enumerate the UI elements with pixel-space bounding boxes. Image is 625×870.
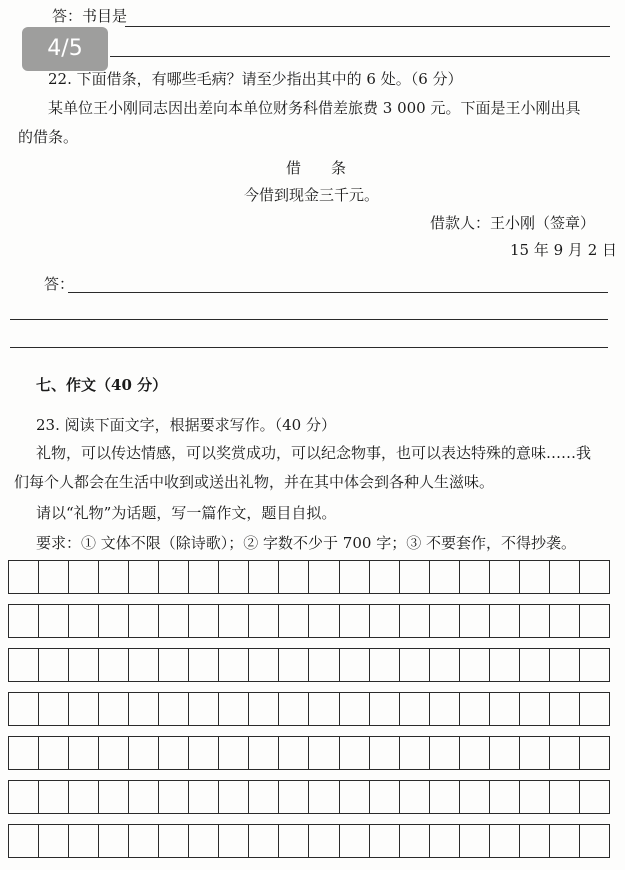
q23-heading: 23. 阅读下面文字，根据要求写作。（40 分） <box>36 416 336 434</box>
grid-cell <box>490 737 520 769</box>
q22-answer-line-1 <box>68 292 608 293</box>
grid-cell <box>490 605 520 637</box>
grid-cell <box>249 781 279 813</box>
grid-cell <box>460 693 490 725</box>
grid-cell <box>490 561 520 593</box>
grid-cell <box>9 693 39 725</box>
grid-cell <box>400 781 430 813</box>
grid-cell <box>520 693 550 725</box>
grid-cell <box>550 649 580 681</box>
grid-cell <box>39 825 69 857</box>
grid-cell <box>520 781 550 813</box>
grid-cell <box>9 781 39 813</box>
grid-cell <box>340 737 370 769</box>
iou-signer: 借款人：王小刚（签章） <box>430 214 596 232</box>
grid-cell <box>430 649 460 681</box>
grid-row <box>8 692 610 726</box>
q23-requirements: 要求：① 文体不限（除诗歌）；② 字数不少于 700 字；③ 不要套作，不得抄袭。 <box>36 534 576 552</box>
grid-cell <box>370 605 400 637</box>
grid-cell <box>69 693 99 725</box>
grid-cell <box>279 737 309 769</box>
grid-row <box>8 648 610 682</box>
q22-answer-line-2 <box>10 319 608 320</box>
grid-cell <box>99 825 129 857</box>
grid-cell <box>249 605 279 637</box>
grid-cell <box>129 781 159 813</box>
grid-cell <box>400 649 430 681</box>
grid-cell <box>249 693 279 725</box>
grid-cell <box>460 561 490 593</box>
grid-cell <box>460 825 490 857</box>
q22-answer-line-3 <box>10 347 608 348</box>
grid-cell <box>9 561 39 593</box>
grid-cell <box>249 561 279 593</box>
top-answer-label: 答：书目是 <box>52 7 128 25</box>
page-indicator-badge[interactable]: 4/5 <box>22 27 108 71</box>
grid-cell <box>39 781 69 813</box>
grid-cell <box>39 561 69 593</box>
grid-cell <box>309 825 339 857</box>
grid-cell <box>490 781 520 813</box>
grid-cell <box>69 781 99 813</box>
grid-cell <box>39 605 69 637</box>
grid-cell <box>69 561 99 593</box>
grid-cell <box>309 781 339 813</box>
grid-cell <box>219 561 249 593</box>
grid-cell <box>159 649 189 681</box>
q22-heading: 22. 下面借条，有哪些毛病？请至少指出其中的 6 处。（6 分） <box>48 70 463 88</box>
grid-cell <box>550 737 580 769</box>
grid-cell <box>309 737 339 769</box>
grid-cell <box>550 605 580 637</box>
grid-cell <box>9 649 39 681</box>
grid-cell <box>219 781 249 813</box>
grid-cell <box>99 737 129 769</box>
grid-cell <box>490 825 520 857</box>
q23-para1-line2: 们每个人都会在生活中收到或送出礼物，并在其中体会到各种人生滋味。 <box>14 473 495 491</box>
grid-cell <box>340 605 370 637</box>
grid-cell <box>340 561 370 593</box>
grid-cell <box>400 737 430 769</box>
grid-cell <box>129 693 159 725</box>
grid-cell <box>129 737 159 769</box>
grid-cell <box>159 605 189 637</box>
grid-cell <box>400 561 430 593</box>
grid-cell <box>39 737 69 769</box>
grid-cell <box>99 781 129 813</box>
grid-cell <box>249 649 279 681</box>
grid-cell <box>430 737 460 769</box>
grid-cell <box>279 649 309 681</box>
grid-cell <box>129 605 159 637</box>
grid-cell <box>219 693 249 725</box>
grid-cell <box>460 649 490 681</box>
grid-cell <box>99 693 129 725</box>
grid-cell <box>400 693 430 725</box>
grid-row <box>8 824 610 858</box>
grid-cell <box>550 825 580 857</box>
grid-cell <box>400 605 430 637</box>
q22-intro-line2: 的借条。 <box>18 128 79 146</box>
grid-cell <box>309 649 339 681</box>
grid-cell <box>189 561 219 593</box>
grid-cell <box>219 825 249 857</box>
grid-cell <box>340 693 370 725</box>
grid-cell <box>9 825 39 857</box>
grid-cell <box>370 825 400 857</box>
grid-cell <box>159 561 189 593</box>
grid-cell <box>520 649 550 681</box>
q23-para1-line1: 礼物，可以传达情感，可以奖赏成功，可以纪念物事，也可以表达特殊的意味……我 <box>36 444 592 462</box>
grid-cell <box>219 649 249 681</box>
grid-cell <box>279 561 309 593</box>
grid-cell <box>370 781 400 813</box>
iou-body: 今借到现金三千元。 <box>244 186 380 204</box>
grid-cell <box>309 561 339 593</box>
grid-cell <box>340 649 370 681</box>
top-answer-line <box>125 26 610 27</box>
grid-cell <box>309 693 339 725</box>
grid-cell <box>39 693 69 725</box>
grid-cell <box>189 825 219 857</box>
grid-row <box>8 604 610 638</box>
grid-cell <box>249 825 279 857</box>
grid-cell <box>279 693 309 725</box>
grid-row <box>8 560 610 594</box>
grid-cell <box>340 781 370 813</box>
grid-cell <box>550 781 580 813</box>
grid-cell <box>490 693 520 725</box>
grid-cell <box>279 605 309 637</box>
grid-cell <box>430 825 460 857</box>
grid-cell <box>129 561 159 593</box>
q22-intro-line1: 某单位王小刚同志因出差向本单位财务科借差旅费 3 000 元。下面是王小刚出具 <box>48 99 581 117</box>
grid-cell <box>580 781 609 813</box>
iou-date: 15 年 9 月 2 日 <box>510 241 618 259</box>
grid-cell <box>580 737 609 769</box>
grid-cell <box>580 649 609 681</box>
grid-cell <box>69 649 99 681</box>
grid-cell <box>370 561 400 593</box>
grid-cell <box>430 693 460 725</box>
grid-cell <box>129 649 159 681</box>
grid-cell <box>279 825 309 857</box>
grid-row <box>8 780 610 814</box>
grid-cell <box>129 825 159 857</box>
grid-cell <box>159 693 189 725</box>
grid-cell <box>580 561 609 593</box>
grid-cell <box>460 737 490 769</box>
grid-cell <box>430 605 460 637</box>
grid-cell <box>189 781 219 813</box>
grid-cell <box>430 781 460 813</box>
grid-cell <box>69 825 99 857</box>
grid-cell <box>159 781 189 813</box>
grid-cell <box>189 605 219 637</box>
grid-cell <box>460 605 490 637</box>
grid-cell <box>249 737 279 769</box>
grid-cell <box>340 825 370 857</box>
grid-cell <box>520 825 550 857</box>
grid-cell <box>189 649 219 681</box>
grid-cell <box>39 649 69 681</box>
grid-cell <box>99 649 129 681</box>
iou-title: 借 条 <box>286 159 347 177</box>
grid-cell <box>580 693 609 725</box>
q22-answer-label: 答： <box>44 275 75 293</box>
grid-cell <box>370 649 400 681</box>
grid-cell <box>550 693 580 725</box>
grid-cell <box>460 781 490 813</box>
grid-cell <box>520 605 550 637</box>
grid-cell <box>550 561 580 593</box>
grid-cell <box>580 605 609 637</box>
grid-cell <box>400 825 430 857</box>
grid-cell <box>189 693 219 725</box>
grid-cell <box>69 605 99 637</box>
grid-row <box>8 736 610 770</box>
grid-cell <box>159 825 189 857</box>
grid-cell <box>219 737 249 769</box>
grid-cell <box>9 737 39 769</box>
grid-cell <box>580 825 609 857</box>
grid-cell <box>159 737 189 769</box>
grid-cell <box>279 781 309 813</box>
grid-cell <box>9 605 39 637</box>
top-answer-line-2 <box>110 56 610 57</box>
grid-cell <box>69 737 99 769</box>
grid-cell <box>520 561 550 593</box>
grid-cell <box>370 693 400 725</box>
q23-para2: 请以“礼物”为话题，写一篇作文，题目自拟。 <box>36 504 337 522</box>
grid-cell <box>189 737 219 769</box>
section7-title: 七、作文（40 分） <box>36 376 168 394</box>
grid-cell <box>430 561 460 593</box>
grid-cell <box>309 605 339 637</box>
grid-cell <box>520 737 550 769</box>
grid-cell <box>219 605 249 637</box>
grid-cell <box>99 561 129 593</box>
grid-cell <box>370 737 400 769</box>
grid-cell <box>490 649 520 681</box>
grid-cell <box>99 605 129 637</box>
